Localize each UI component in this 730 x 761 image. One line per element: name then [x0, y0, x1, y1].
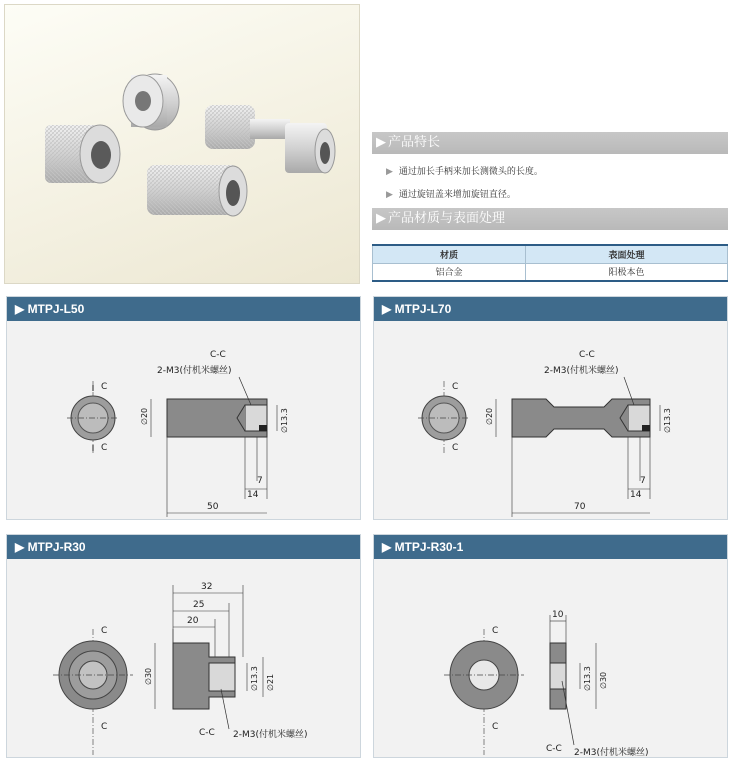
- section-label: C-C: [579, 350, 595, 360]
- material-title: 产品材质与表面处理: [388, 211, 506, 226]
- feature-text: 通过加长手柄来加长测微头的长度。: [398, 167, 543, 177]
- drawing-l70: [374, 321, 727, 519]
- thread-note: 2-M3(付机米螺丝): [233, 730, 308, 740]
- dim-outer: ∅30: [599, 671, 608, 689]
- drawing-l50: [7, 321, 360, 519]
- features-header: [372, 132, 728, 154]
- dim-7: 7: [640, 476, 646, 486]
- triangle-right-icon: ▶: [376, 211, 386, 226]
- drawing-r30: [7, 559, 360, 757]
- triangle-right-icon: ▶: [386, 190, 393, 200]
- dim-outer: ∅20: [485, 407, 494, 425]
- cut-label: C: [452, 382, 459, 392]
- dim-10: 10: [552, 610, 564, 620]
- cut-label: C: [492, 722, 499, 732]
- product-photo-illustration: [5, 5, 361, 285]
- dim-7: 7: [257, 476, 263, 486]
- panel-title: ▶ MTPJ-R30: [7, 535, 360, 559]
- feature-item: [386, 187, 516, 200]
- panel-title: ▶ MTPJ-R30-1: [374, 535, 727, 559]
- cut-label: C: [492, 626, 499, 636]
- cut-label: C: [101, 722, 108, 732]
- table-header-row: [373, 245, 728, 263]
- thread-note: 2-M3(付机米螺丝): [574, 748, 649, 757]
- dim-inner: ∅13.3: [280, 408, 289, 433]
- section-label: C-C: [546, 744, 562, 754]
- table-cell: 阳极本色: [525, 263, 727, 281]
- cut-label: C: [452, 443, 459, 453]
- table-header-cell: 表面处理: [525, 245, 727, 263]
- product-photo: [4, 4, 360, 284]
- cut-label: C: [101, 443, 108, 453]
- dim-inner: ∅13.3: [663, 408, 672, 433]
- dim-14: 14: [247, 490, 259, 500]
- dim-32: 32: [201, 582, 213, 592]
- dim-20: 20: [187, 616, 199, 626]
- extension-handle-part: [205, 105, 335, 173]
- triangle-right-icon: ▶: [386, 167, 393, 177]
- drawing-r30-1: [374, 559, 727, 757]
- dim-length: 50: [207, 502, 219, 512]
- section-label: C-C: [210, 350, 226, 360]
- features-title: 产品特长: [388, 135, 441, 150]
- panel-mtpj-r30: [6, 534, 361, 758]
- dim-outer: ∅30: [144, 667, 153, 685]
- material-table: [372, 244, 728, 282]
- cut-label: C: [101, 626, 108, 636]
- feature-item: [386, 164, 543, 177]
- table-row: [373, 263, 728, 281]
- table-cell: 铝合金: [373, 263, 526, 281]
- dim-21: ∅21: [266, 673, 275, 691]
- thread-note: 2-M3(付机米螺丝): [157, 366, 232, 376]
- dim-length: 70: [574, 502, 586, 512]
- dim-inner: ∅13.3: [583, 666, 592, 691]
- dim-inner: ∅13.3: [250, 666, 259, 691]
- panel-title: ▶ MTPJ-L70: [374, 297, 727, 321]
- dim-14: 14: [630, 490, 642, 500]
- table-header-cell: 材质: [373, 245, 526, 263]
- panel-title: ▶ MTPJ-L50: [7, 297, 360, 321]
- material-header: [372, 208, 728, 230]
- triangle-right-icon: ▶: [376, 135, 386, 150]
- section-label: C-C: [199, 728, 215, 738]
- panel-mtpj-l70: [373, 296, 728, 520]
- dim-outer: ∅20: [140, 407, 149, 425]
- thread-note: 2-M3(付机米螺丝): [544, 366, 619, 376]
- feature-text: 通过旋钮盖来增加旋钮直径。: [398, 190, 516, 200]
- knurled-knob-part: [45, 125, 120, 183]
- panel-mtpj-r30-1: [373, 534, 728, 758]
- dim-25: 25: [193, 600, 205, 610]
- panel-mtpj-l50: [6, 296, 361, 520]
- cut-label: C: [101, 382, 108, 392]
- knurled-sleeve-part: [147, 165, 247, 216]
- knob-ring-part: [123, 74, 179, 130]
